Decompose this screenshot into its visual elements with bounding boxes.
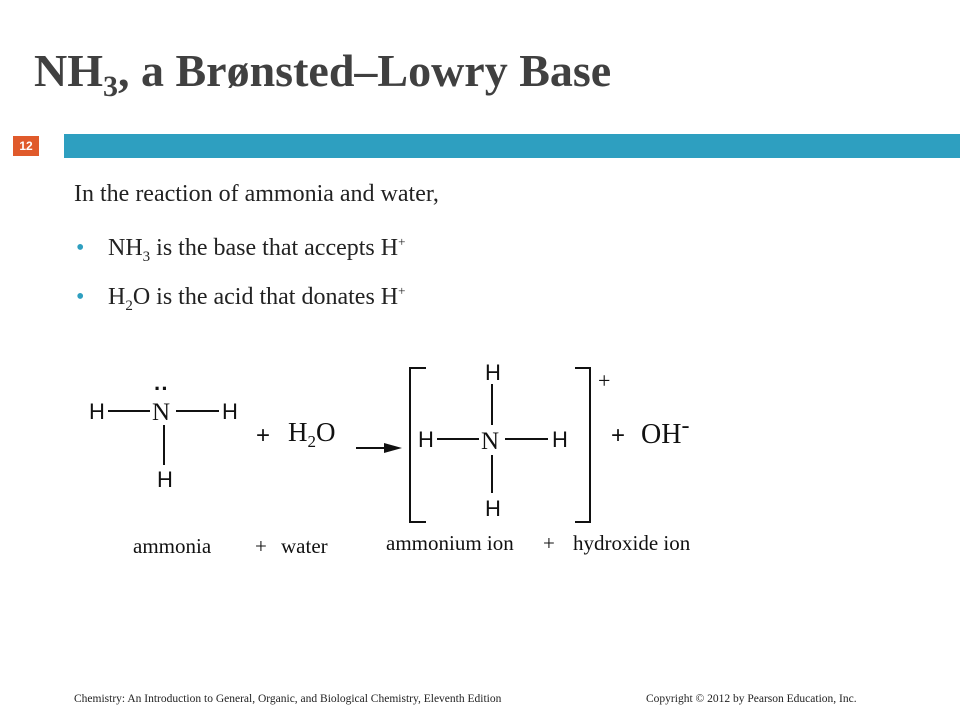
right-bracket (575, 368, 590, 522)
bullet-icon: • (76, 235, 85, 261)
label-water: water (281, 534, 328, 558)
hydroxide-formula (641, 413, 689, 450)
reaction-arrow-icon (384, 443, 402, 453)
label-ammonium: ammonium ion (386, 531, 514, 555)
bullet-acid-p1: H (108, 284, 126, 310)
bullet-base-p1: NH (108, 235, 143, 261)
ammonia-lone-pair: ·· (154, 376, 169, 401)
water-sub: 2 (307, 432, 316, 451)
label-ammonia: ammonia (133, 534, 212, 558)
plus-sign: + (256, 422, 271, 449)
bullet-base-sub: 3 (142, 248, 151, 265)
ammonia-h-bottom: H (157, 467, 173, 492)
bullet-base-p2: is the base that accepts H (150, 235, 399, 261)
bullet-acid-sup: + (398, 283, 406, 298)
ammonia-structure (89, 376, 238, 492)
ammonium-n: N (481, 428, 500, 455)
footer-copyright: Copyright © 2012 by Pearson Education, Inc. (646, 693, 857, 705)
title-prefix: NH (34, 45, 103, 96)
ammonia-h-left: H (89, 399, 105, 424)
title-suffix: , a Brønsted–Lowry Base (118, 45, 612, 96)
bullet-acid (76, 283, 405, 315)
ammonia-h-right: H (222, 399, 238, 424)
bullet-icon: • (76, 284, 85, 310)
water-h: H (288, 417, 308, 447)
label-plus: + (255, 534, 267, 558)
ammonium-h-top: H (485, 360, 501, 385)
header-bar (64, 134, 960, 158)
water-o: O (316, 417, 336, 447)
hydroxide-oh: OH (641, 419, 682, 450)
label-hydroxide: hydroxide ion (573, 531, 691, 555)
water-formula (288, 417, 336, 451)
title-subscript: 3 (103, 70, 118, 104)
bullet-acid-p2: O is the acid that donates H (132, 284, 399, 310)
reaction-diagram (0, 340, 960, 580)
label-plus: + (543, 531, 555, 555)
bullet-base (76, 234, 405, 266)
bullet-base-sup: + (398, 234, 406, 249)
ammonium-h-right: H (552, 427, 568, 452)
slide-title (34, 44, 611, 104)
ammonium-charge: + (598, 368, 611, 393)
intro-text: In the reaction of ammonia and water, (74, 181, 439, 207)
bullet-acid-sub: 2 (125, 297, 133, 314)
ammonium-h-left: H (418, 427, 434, 452)
plus-sign: + (611, 422, 626, 449)
slide-number: 12 (13, 136, 39, 156)
ammonia-n: N (152, 399, 171, 426)
ammonium-h-bottom: H (485, 496, 501, 521)
hydroxide-charge: - (681, 413, 690, 439)
ammonium-structure (418, 360, 568, 521)
footer-citation: Chemistry: An Introduction to General, Organic, and Biological Chemistry, Eleventh Edition (74, 693, 502, 705)
